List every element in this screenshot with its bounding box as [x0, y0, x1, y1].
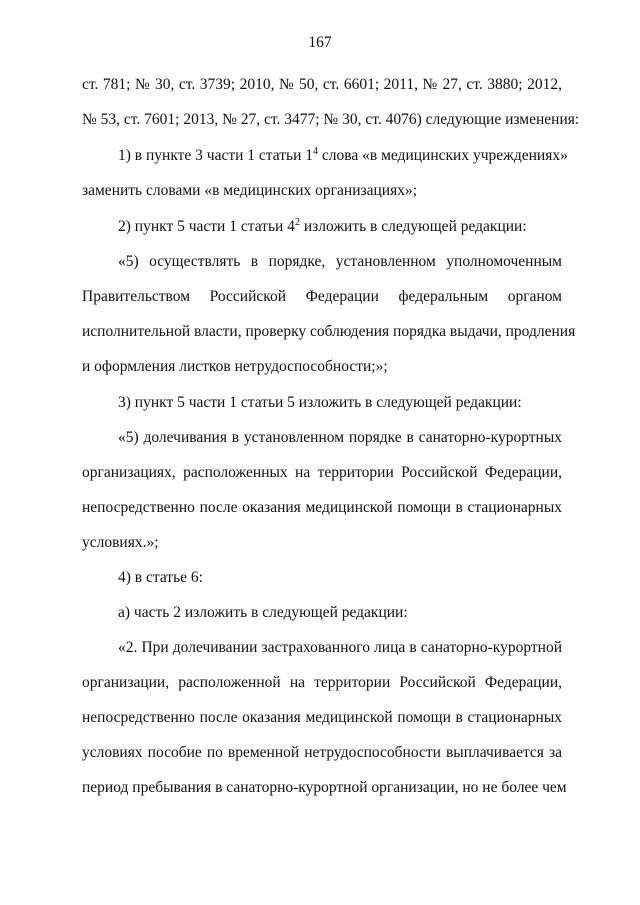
- text-fragment: 2) пункт 5 части 1 статьи 4: [118, 218, 295, 235]
- text-line: исполнительной власти, проверку соблюдения порядка выдачи, продления: [82, 323, 576, 340]
- superscript: 4: [313, 146, 319, 157]
- text-line: [118, 146, 568, 166]
- text-line: [118, 217, 562, 237]
- superscript: 2: [294, 217, 300, 228]
- text-line: организации, расположенной на территории Российской Федерации,: [82, 674, 562, 691]
- text-line: период пребывания в санаторно-курортной организации, но не более чем: [82, 779, 567, 796]
- text-line: непосредственно после оказания медицинской помощи в стационарных: [82, 499, 562, 516]
- text-line: 4) в статье 6:: [118, 569, 203, 586]
- text-line: организациях, расположенных на территории Российской Федерации,: [82, 464, 562, 481]
- text-line: условиях.»;: [82, 534, 159, 551]
- text-fragment: слова «в медицинских учреждениях»: [318, 147, 568, 164]
- text-line: непосредственно после оказания медицинской помощи в стационарных: [82, 709, 562, 726]
- text-line: и оформления листков нетрудоспособности;»;: [82, 358, 388, 375]
- text-line: «5) долечивания в установленном порядке в санаторно-курортных: [118, 429, 562, 446]
- text-fragment: 1) в пункте 3 части 1 статьи 1: [118, 147, 314, 164]
- text-line: 3) пункт 5 части 1 статьи 5 изложить в следующей редакции:: [118, 394, 522, 411]
- text-line: условиях пособие по временной нетрудоспособности выплачивается за: [82, 744, 562, 761]
- text-line: «5) осуществлять в порядке, установленном уполномоченным: [118, 253, 562, 270]
- text-line: «2. При долечивании застрахованного лица в санаторно-курортной: [118, 639, 562, 656]
- text-line: а) часть 2 изложить в следующей редакции:: [118, 604, 408, 621]
- page-number: 167: [308, 34, 332, 51]
- text-line: ст. 781; № 30, ст. 3739; 2010, № 50, ст. 6601; 2011, № 27, ст. 3880; 2012,: [82, 76, 562, 93]
- text-fragment: изложить в следующей редакции:: [299, 218, 527, 235]
- text-line: заменить словами «в медицинских организациях»;: [82, 182, 418, 199]
- text-line: Правительством Российской Федерации федеральным органом: [82, 288, 562, 305]
- text-line: № 53, ст. 7601; 2013, № 27, ст. 3477; № 30, ст. 4076) следующие изменения:: [82, 111, 580, 128]
